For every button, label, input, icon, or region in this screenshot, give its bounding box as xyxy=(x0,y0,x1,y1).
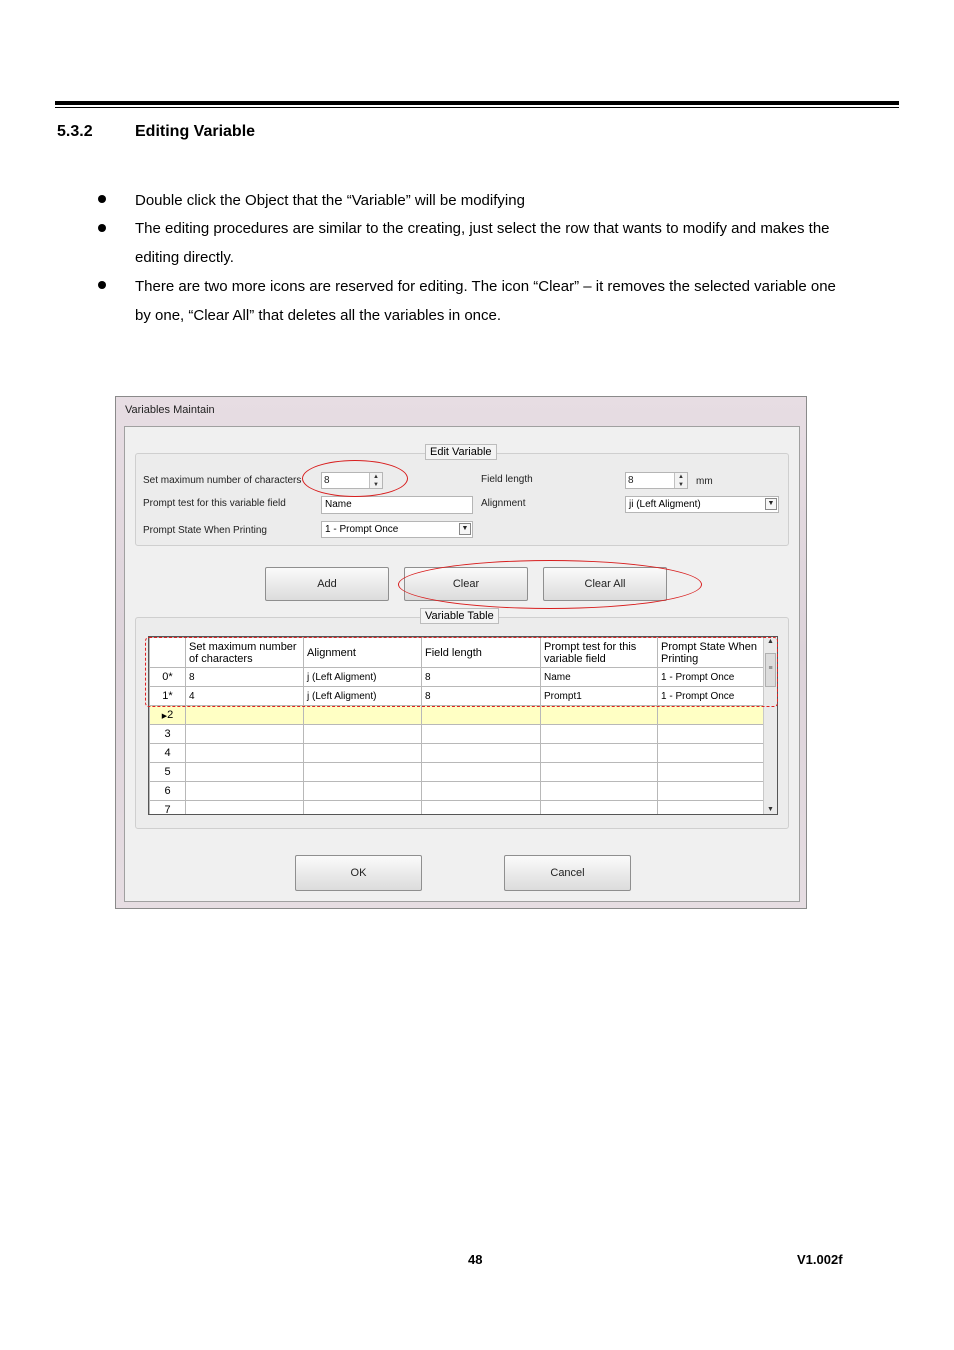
table-cell[interactable] xyxy=(186,801,304,816)
table-cell[interactable]: 8 xyxy=(186,668,304,687)
bullet-2-line-1: The editing procedures are similar to the creating, just select the row that wants to modify and makes the xyxy=(135,220,830,237)
table-cell[interactable] xyxy=(541,763,658,782)
table-cell[interactable] xyxy=(541,782,658,801)
section-title: Editing Variable xyxy=(135,123,256,140)
section-number: 5.3.2 xyxy=(57,123,93,140)
table-cell[interactable] xyxy=(541,744,658,763)
table-cell[interactable]: 8 xyxy=(422,668,541,687)
max-chars-value: 8 xyxy=(324,475,330,486)
header-rule-thin xyxy=(55,107,899,108)
alignment-value: ji (Left Aligment) xyxy=(629,499,701,510)
table-cell[interactable]: 1 - Prompt Once xyxy=(658,668,764,687)
table-cell[interactable]: j (Left Aligment) xyxy=(304,668,422,687)
prompt-state-value: 1 - Prompt Once xyxy=(325,524,399,535)
prompt-state-select[interactable] xyxy=(321,521,473,538)
add-button[interactable]: Add xyxy=(265,567,389,601)
header-rule-thick xyxy=(55,101,899,105)
chevron-down-icon[interactable]: ▼ xyxy=(765,498,777,510)
column-header[interactable]: Alignment xyxy=(304,638,422,668)
variable-table-group-title: Variable Table xyxy=(420,608,499,624)
window-title: Variables Maintain xyxy=(125,404,215,416)
table-cell[interactable]: 1 - Prompt Once xyxy=(658,687,764,706)
current-row-arrow-icon: ▶ xyxy=(161,713,168,720)
spinner-arrows-icon[interactable]: ▲ ▼ xyxy=(369,473,382,488)
row-number[interactable]: 1* xyxy=(150,687,186,706)
scroll-down-icon[interactable]: ▼ xyxy=(767,806,774,813)
table-cell[interactable] xyxy=(304,782,422,801)
table-cell[interactable] xyxy=(658,725,764,744)
scroll-up-icon[interactable]: ▲ xyxy=(767,638,774,645)
table-cell[interactable] xyxy=(541,801,658,816)
bullet-dot-3 xyxy=(98,281,106,289)
bullet-3-line-2: by one, “Clear All” that deletes all the variables in once. xyxy=(135,307,502,324)
table-row-current[interactable] xyxy=(150,706,764,725)
bullet-1-line-1: Double click the Object that the “Variable” will be modifying xyxy=(135,192,525,209)
prompt-text-label: Prompt test for this variable field xyxy=(143,498,286,509)
scrollbar-thumb[interactable]: ≡ xyxy=(765,653,776,687)
table-cell[interactable] xyxy=(186,725,304,744)
row-number[interactable]: 5 xyxy=(150,763,186,782)
table-cell[interactable] xyxy=(186,782,304,801)
table-cell[interactable] xyxy=(422,763,541,782)
row-number[interactable] xyxy=(150,706,186,725)
field-length-unit: mm xyxy=(696,476,713,487)
clear-all-button[interactable]: Clear All xyxy=(543,567,667,601)
table-cell[interactable]: Name xyxy=(541,668,658,687)
table-cell[interactable] xyxy=(658,744,764,763)
highlight-ellipse-clear-buttons xyxy=(398,560,702,609)
table-row[interactable] xyxy=(150,763,764,782)
table-cell[interactable] xyxy=(422,782,541,801)
table-row[interactable] xyxy=(150,782,764,801)
table-cell[interactable] xyxy=(422,801,541,816)
field-length-label: Field length xyxy=(481,474,533,485)
table-cell[interactable] xyxy=(304,744,422,763)
table-cell[interactable] xyxy=(304,725,422,744)
alignment-select[interactable] xyxy=(625,496,779,513)
edit-variable-group-title: Edit Variable xyxy=(425,444,497,460)
bullet-text-1 xyxy=(135,186,525,215)
cancel-button[interactable]: Cancel xyxy=(504,855,631,891)
ok-button[interactable]: OK xyxy=(295,855,422,891)
bullet-3-line-1: There are two more icons are reserved for editing. The icon “Clear” – it removes the selected variable one xyxy=(135,278,836,295)
table-cell[interactable] xyxy=(658,706,764,725)
alignment-label: Alignment xyxy=(481,498,526,509)
highlight-dashed-rows xyxy=(145,637,778,707)
prompt-state-label: Prompt State When Printing xyxy=(143,525,267,536)
table-cell[interactable] xyxy=(304,763,422,782)
row-number[interactable]: 0* xyxy=(150,668,186,687)
document-version: V1.002f xyxy=(797,1252,843,1267)
field-length-value: 8 xyxy=(628,475,634,486)
table-cell[interactable] xyxy=(304,706,422,725)
bullet-text-2 xyxy=(135,214,830,272)
table-row[interactable] xyxy=(150,801,764,816)
table-cell[interactable] xyxy=(422,744,541,763)
table-cell[interactable]: j (Left Aligment) xyxy=(304,687,422,706)
bullet-dot-2 xyxy=(98,224,106,232)
field-length-stepper[interactable] xyxy=(625,472,688,489)
table-cell[interactable] xyxy=(658,801,764,816)
table-cell[interactable] xyxy=(658,763,764,782)
column-header[interactable]: Field length xyxy=(422,638,541,668)
row-number[interactable]: 3 xyxy=(150,725,186,744)
table-cell[interactable]: 4 xyxy=(186,687,304,706)
highlight-ellipse-max-chars xyxy=(302,460,408,497)
row-number-text: 2 xyxy=(167,709,174,721)
clear-button[interactable]: Clear xyxy=(404,567,528,601)
bullet-dot-1 xyxy=(98,195,106,203)
bullet-text-3 xyxy=(135,272,836,330)
column-header[interactable]: Prompt State When Printing xyxy=(658,638,764,668)
max-chars-label: Set maximum number of characters xyxy=(143,475,302,486)
table-cell[interactable]: Prompt1 xyxy=(541,687,658,706)
table-cell[interactable] xyxy=(422,706,541,725)
table-cell[interactable] xyxy=(422,725,541,744)
table-row[interactable] xyxy=(150,744,764,763)
table-cell[interactable] xyxy=(541,706,658,725)
bullet-2-line-2: editing directly. xyxy=(135,249,234,266)
row-number[interactable]: 4 xyxy=(150,744,186,763)
table-cell[interactable] xyxy=(304,801,422,816)
page-number: 48 xyxy=(468,1252,483,1267)
prompt-text-input[interactable]: Name xyxy=(321,496,473,514)
row-number[interactable]: 7 xyxy=(150,801,186,816)
table-cell[interactable] xyxy=(186,763,304,782)
row-number[interactable]: 6 xyxy=(150,782,186,801)
table-cell[interactable]: 8 xyxy=(422,687,541,706)
table-row[interactable] xyxy=(150,725,764,744)
table-cell[interactable] xyxy=(186,706,304,725)
table-cell[interactable] xyxy=(186,744,304,763)
spinner-arrows-icon[interactable]: ▲ ▼ xyxy=(674,473,687,488)
column-header[interactable]: Set maximum number of characters xyxy=(186,638,304,668)
column-header[interactable]: Prompt test for this variable field xyxy=(541,638,658,668)
chevron-down-icon[interactable]: ▼ xyxy=(459,523,471,535)
table-cell[interactable] xyxy=(541,725,658,744)
table-cell[interactable] xyxy=(658,782,764,801)
